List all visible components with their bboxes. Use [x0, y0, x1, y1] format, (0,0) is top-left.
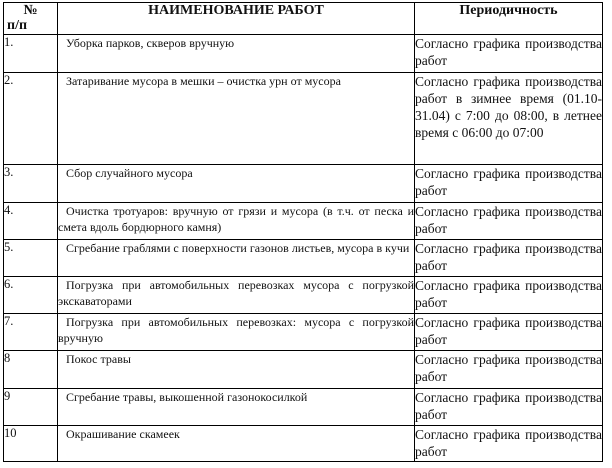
works-schedule-table: [3, 2, 603, 462]
work-name-cell: Затаривание мусора в мешки – очистка урн от мусора: [58, 73, 415, 165]
header-number-pp: п/п: [7, 18, 28, 33]
table-row: [4, 165, 603, 203]
table-row: [4, 314, 603, 351]
row-number-cell: 3.: [4, 165, 58, 203]
work-name-cell: Очистка тротуаров: вручную от грязи и мусора (в т.ч. от песка и смета вдоль бордюрного камня): [58, 203, 415, 240]
periodicity-cell: Согласно графика производства работ: [415, 389, 603, 426]
work-name-cell: Погрузка при автомобильных перевозках мусора с погрузкой экскаваторами: [58, 277, 415, 314]
periodicity-cell: Согласно графика производства работ: [415, 314, 603, 351]
row-number-cell: 7.: [4, 314, 58, 351]
row-number-cell: 4.: [4, 203, 58, 240]
periodicity-cell: Согласно графика производства работ: [415, 35, 603, 73]
row-number-cell: 2.: [4, 73, 58, 165]
table-row: [4, 35, 603, 73]
row-number-cell: 9: [4, 389, 58, 426]
header-work-name: НАИМЕНОВАНИЕ РАБОТ: [58, 3, 415, 35]
periodicity-cell: Согласно графика производства работ: [415, 203, 603, 240]
table-row: [4, 240, 603, 277]
work-name-cell: Окрашивание скамеек: [58, 426, 415, 462]
work-name-cell: Покос травы: [58, 351, 415, 389]
header-periodicity: Периодичность: [415, 3, 603, 35]
row-number-cell: 6.: [4, 277, 58, 314]
periodicity-cell: Согласно графика производства работ в зимнее время (01.10-31.04) с 7:00 до 08:00, в летнее время с 06:00 до 07:00: [415, 73, 603, 165]
periodicity-cell: Согласно графика производства работ: [415, 351, 603, 389]
work-name-cell: Сбор случайного мусора: [58, 165, 415, 203]
table-row: [4, 73, 603, 165]
periodicity-cell: Согласно графика производства работ: [415, 426, 603, 462]
periodicity-cell: Согласно графика производства работ: [415, 277, 603, 314]
row-number-cell: 1.: [4, 35, 58, 73]
table-row: [4, 277, 603, 314]
row-number-cell: 10: [4, 426, 58, 462]
row-number-cell: 5.: [4, 240, 58, 277]
work-name-cell: Погрузка при автомобильных перевозках: мусора с погрузкой вручную: [58, 314, 415, 351]
table-row: [4, 351, 603, 389]
table-row: [4, 203, 603, 240]
row-number-cell: 8: [4, 351, 58, 389]
table-row: [4, 389, 603, 426]
work-name-cell: Уборка парков, скверов вручную: [58, 35, 415, 73]
periodicity-cell: Согласно графика производства работ: [415, 165, 603, 203]
work-name-cell: Сгребание граблями с поверхности газонов листьев, мусора в кучи: [58, 240, 415, 277]
header-number-sign: №: [23, 3, 38, 18]
work-name-cell: Сгребание травы, выкошенной газонокосилкой: [58, 389, 415, 426]
periodicity-cell: Согласно графика производства работ: [415, 240, 603, 277]
table-header-row: [4, 3, 603, 35]
header-number: [4, 3, 58, 35]
table-row: [4, 426, 603, 462]
